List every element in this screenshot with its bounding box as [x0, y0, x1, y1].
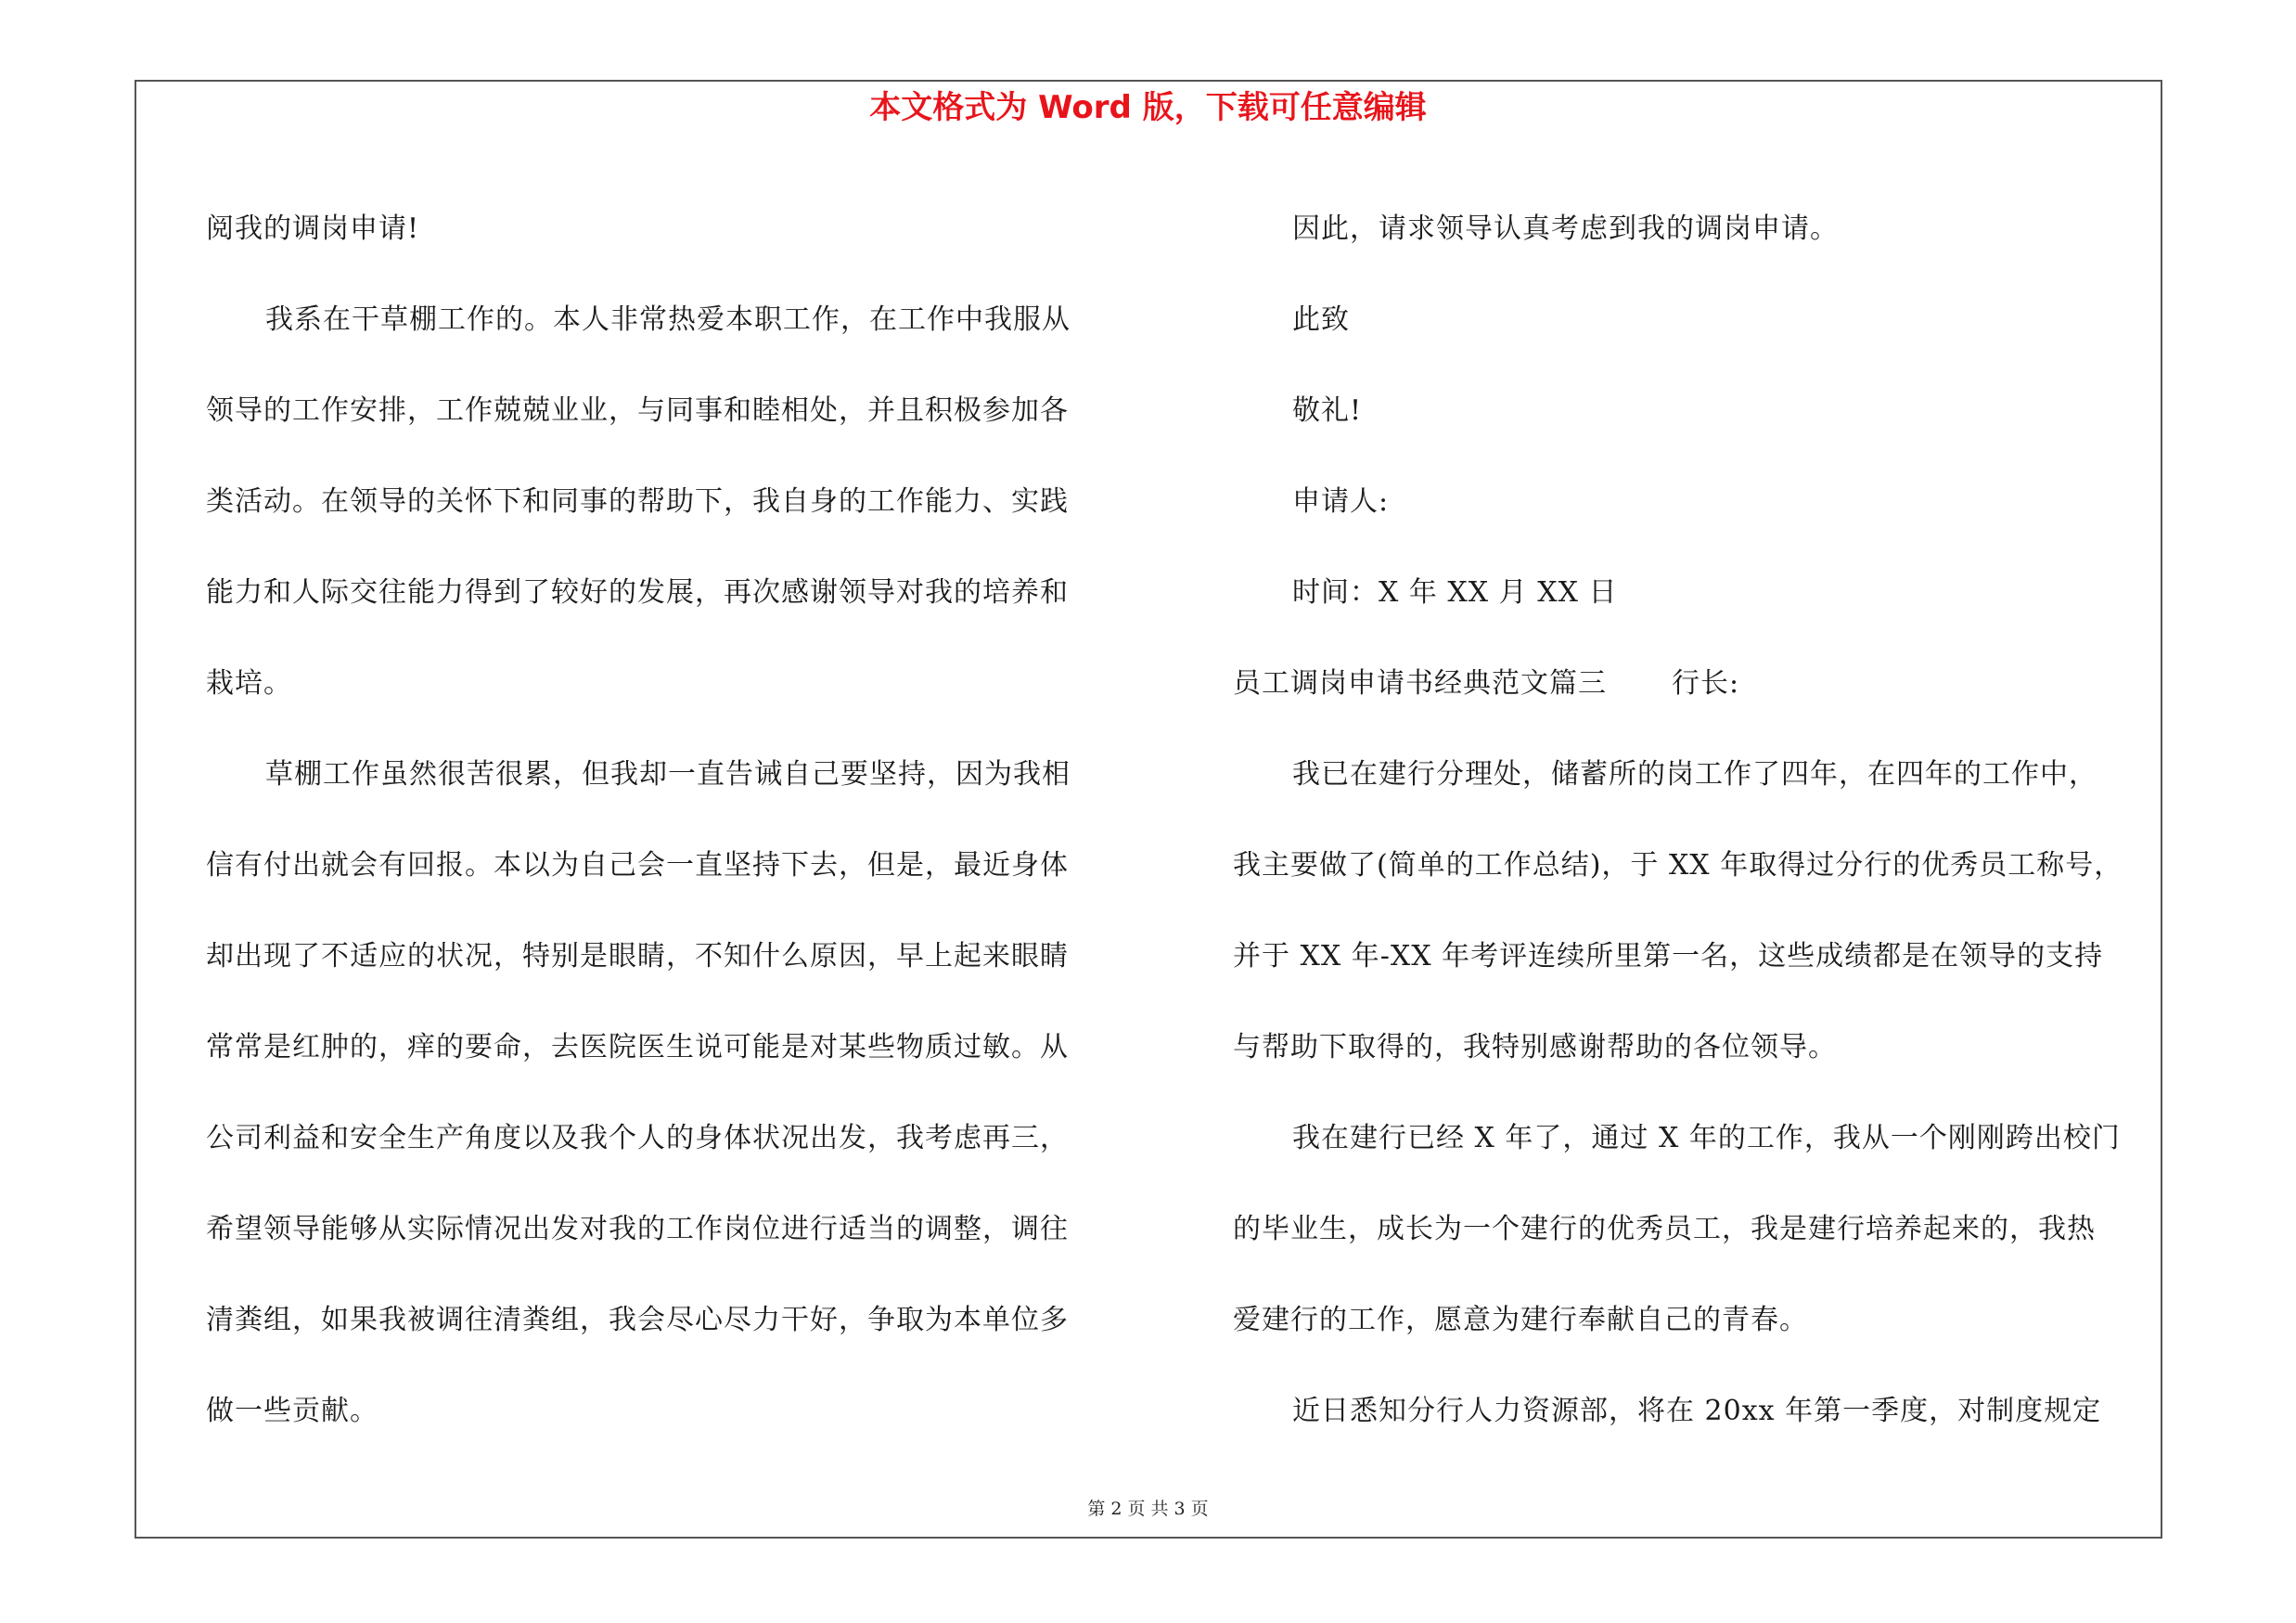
applicant-label: 申请人:	[1292, 485, 1390, 518]
text-line: 因此，请求领导认真考虑到我的调岗申请。	[1292, 213, 1839, 245]
text-line: 的毕业生，成长为一个建行的优秀员工，我是建行培养起来的，我热	[1233, 1213, 2096, 1245]
text-line: 与帮助下取得的，我特别感谢帮助的各位领导。	[1233, 1031, 1837, 1063]
closing-salutation: 此致	[1292, 303, 1350, 336]
text-line: 做一些贡献。	[206, 1395, 378, 1427]
section-heading-line	[1233, 638, 2170, 729]
text-line: 栽培。	[206, 667, 292, 700]
left-column	[206, 184, 1143, 1457]
header-banner: 本文格式为 Word 版，下载可任意编辑	[869, 89, 1427, 126]
text-line: 我主要做了(简单的工作总结)，于 XX 年取得过分行的优秀员工称号，	[1233, 849, 2123, 882]
date-label: 时间：X 年 XX 月 XX 日	[1292, 576, 1618, 609]
text-line: 能力和人际交往能力得到了较好的发展，再次感谢领导对我的培养和	[206, 576, 1069, 609]
text-line: 领导的工作安排，工作兢兢业业，与同事和睦相处，并且积极参加各	[206, 394, 1069, 427]
page-footer: 第 2 页 共 3 页	[1087, 1499, 1209, 1519]
text-line: 却出现了不适应的状况，特别是眼睛，不知什么原因，早上起来眼睛	[206, 940, 1069, 973]
text-line: 我已在建行分理处，储蓄所的岗工作了四年，在四年的工作中，	[1292, 758, 2097, 791]
text-line: 希望领导能够从实际情况出发对我的工作岗位进行适当的调整，调往	[206, 1213, 1069, 1245]
text-line: 清粪组，如果我被调往清粪组，我会尽心尽力干好，争取为本单位多	[206, 1304, 1069, 1336]
text-line: 我在建行已经 X 年了，通过 X 年的工作，我从一个刚刚跨出校门	[1292, 1122, 2121, 1154]
text-line: 爱建行的工作，愿意为建行奉献自己的青春。	[1233, 1304, 1808, 1336]
text-line: 我系在干草棚工作的。本人非常热爱本职工作，在工作中我服从	[265, 303, 1071, 336]
closing-regards: 敬礼!	[1292, 394, 1363, 427]
text-line: 阅我的调岗申请!	[206, 213, 420, 245]
text-line: 公司利益和安全生产角度以及我个人的身体状况出发，我考虑再三，	[206, 1122, 1069, 1154]
text-line: 常常是红肿的，痒的要命，去医院医生说可能是对某些物质过敏。从	[206, 1031, 1069, 1063]
text-line: 近日悉知分行人力资源部，将在 20xx 年第一季度，对制度规定	[1292, 1395, 2102, 1427]
text-line: 并于 XX 年-XX 年考评连续所里第一名，这些成绩都是在领导的支持	[1233, 940, 2104, 973]
right-column	[1233, 184, 2170, 1457]
text-line: 类活动。在领导的关怀下和同事的帮助下，我自身的工作能力、实践	[206, 485, 1069, 518]
section-heading: 员工调岗申请书经典范文篇三	[1233, 667, 1607, 700]
addressee: 行长:	[1672, 667, 1740, 700]
text-line: 草棚工作虽然很苦很累，但我却一直告诫自己要坚持，因为我相	[265, 758, 1071, 791]
text-line: 信有付出就会有回报。本以为自己会一直坚持下去，但是，最近身体	[206, 849, 1069, 882]
